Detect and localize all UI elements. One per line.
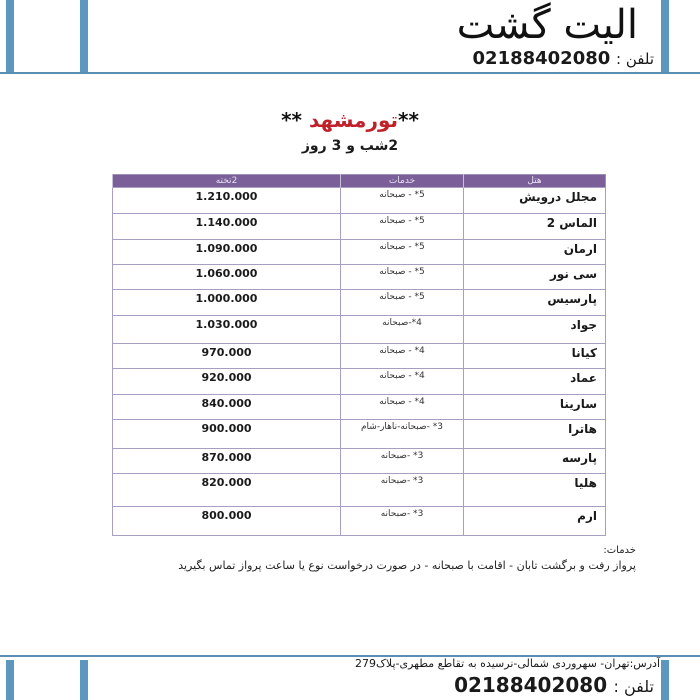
title-stars-close: ** — [281, 108, 302, 132]
table-row — [113, 265, 606, 290]
services-cell: 3* -صبحانه-ناهار-شام — [341, 420, 464, 449]
brand-name: الیت گشت — [456, 2, 638, 48]
price-cell: 840.000 — [113, 395, 341, 420]
hotel-cell: پارسیس — [464, 290, 606, 316]
table-row — [113, 474, 606, 507]
footer-left-bar — [6, 660, 14, 700]
footer-phone-number: 02188402080 — [454, 673, 608, 697]
services-cell: 3* -صبحانه — [341, 507, 464, 536]
price-cell: 1.210.000 — [113, 188, 341, 214]
price-cell: 900.000 — [113, 420, 341, 449]
price-cell: 970.000 — [113, 344, 341, 369]
services-cell: 4* - صبحانه — [341, 395, 464, 420]
header-services: خدمات — [341, 175, 464, 188]
hotel-cell: پارسه — [464, 449, 606, 474]
table-row — [113, 420, 606, 449]
services-cell: 4* - صبحانه — [341, 369, 464, 395]
header-price: 2تخته — [113, 175, 341, 188]
table-row — [113, 449, 606, 474]
price-cell: 820.000 — [113, 474, 341, 507]
hotel-cell: الماس 2 — [464, 214, 606, 240]
services-cell: 5* - صبحانه — [341, 265, 464, 290]
table-row — [113, 344, 606, 369]
header-phone — [473, 48, 654, 69]
price-cell: 1.090.000 — [113, 240, 341, 265]
services-cell: 5* - صبحانه — [341, 240, 464, 265]
table-header-row — [113, 175, 606, 188]
services-note-heading: خدمات: — [603, 545, 636, 556]
services-cell: 4*-صبحانه — [341, 316, 464, 344]
price-cell: 1.140.000 — [113, 214, 341, 240]
hotel-cell: ارمان — [464, 240, 606, 265]
header-phone-number: 02188402080 — [472, 48, 611, 69]
hotel-cell: کیانا — [464, 344, 606, 369]
table-row — [113, 290, 606, 316]
price-cell: 1.000.000 — [113, 290, 341, 316]
footer-phone-label: تلفن : — [613, 677, 654, 696]
table-row — [113, 240, 606, 265]
header-hotel: هتل — [464, 175, 606, 188]
header-left-bar — [6, 0, 14, 72]
table-row — [113, 369, 606, 395]
table-row — [113, 188, 606, 214]
services-cell: 4* - صبحانه — [341, 344, 464, 369]
services-note — [16, 545, 636, 573]
services-cell: 3* -صبحانه — [341, 449, 464, 474]
price-cell: 1.030.000 — [113, 316, 341, 344]
services-note-text: پرواز رفت و برگشت تابان - اقامت با صبحانه - در صورت درخواست نوع یا ساعت پرواز تماس بگیرید — [178, 559, 636, 572]
price-cell: 800.000 — [113, 507, 341, 536]
price-cell: 1.060.000 — [113, 265, 341, 290]
hotel-cell: هلیا — [464, 474, 606, 507]
header-phone-label: تلفن : — [616, 50, 654, 68]
hotel-cell: سارینا — [464, 395, 606, 420]
header-right-bar — [661, 0, 669, 72]
table-row — [113, 507, 606, 536]
title-stars-open: ** — [398, 108, 419, 132]
table-row — [113, 395, 606, 420]
services-cell: 5* - صبحانه — [341, 290, 464, 316]
hotel-cell: سی نور — [464, 265, 606, 290]
footer-right-bar — [661, 660, 669, 700]
price-cell: 920.000 — [113, 369, 341, 395]
table-row — [113, 214, 606, 240]
services-cell: 5* - صبحانه — [341, 214, 464, 240]
hotel-cell: هاترا — [464, 420, 606, 449]
footer-phone — [454, 673, 654, 697]
hotel-cell: مجلل درویش — [464, 188, 606, 214]
tour-name: تورمشهد — [308, 108, 399, 132]
hotel-cell: عماد — [464, 369, 606, 395]
footer-address: آدرس:تهران- سهروردی شمالی-نرسیده به تقاطع مطهری-پلاک279 — [355, 657, 660, 670]
price-table — [112, 174, 606, 536]
tour-title — [0, 108, 700, 132]
services-cell: 5* - صبحانه — [341, 188, 464, 214]
price-cell: 870.000 — [113, 449, 341, 474]
header-left-bar-2 — [80, 0, 88, 72]
tour-duration: 2شب و 3 روز — [301, 138, 399, 154]
hotel-cell: جواد — [464, 316, 606, 344]
services-cell: 3* -صبحانه — [341, 474, 464, 507]
hotel-cell: ارم — [464, 507, 606, 536]
table-row — [113, 316, 606, 344]
footer-left-bar-2 — [80, 660, 88, 700]
table-body — [113, 188, 606, 536]
